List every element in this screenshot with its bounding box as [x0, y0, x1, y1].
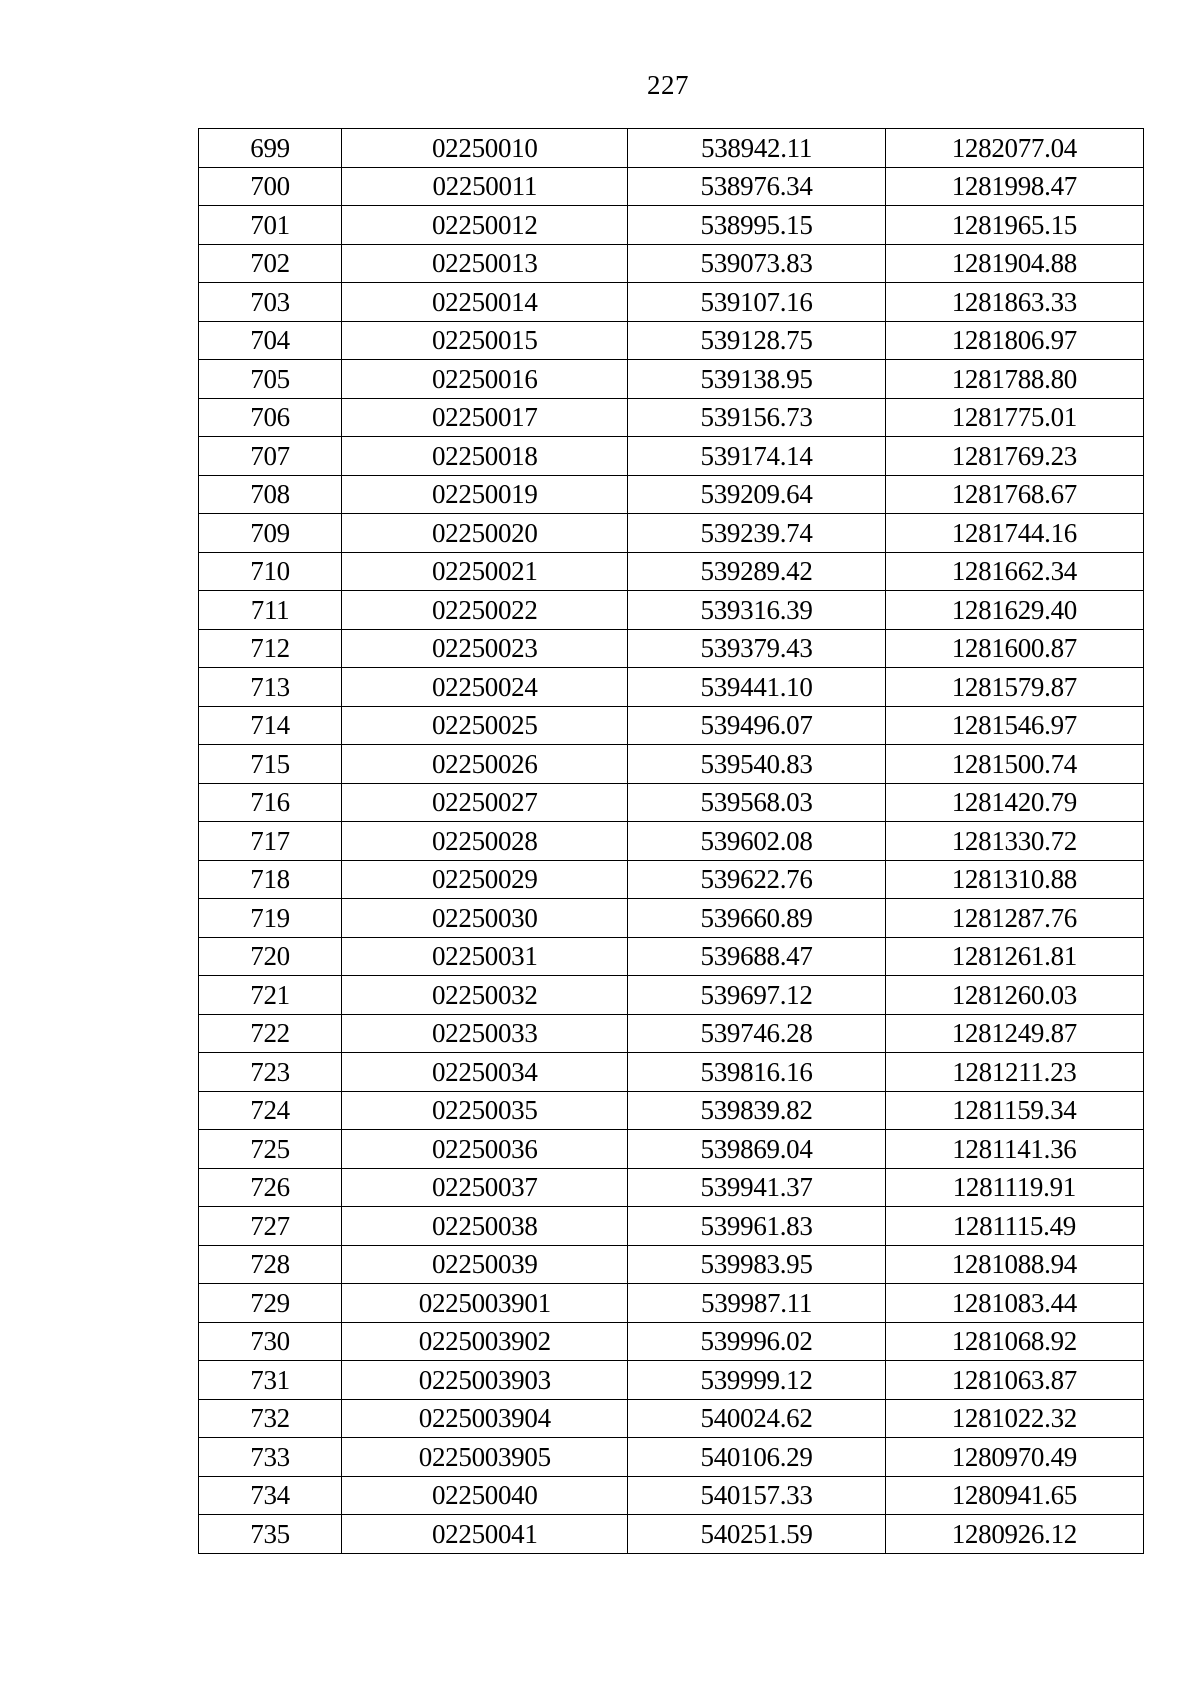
y-coordinate-cell: 1282077.04	[885, 129, 1143, 168]
table-row	[199, 244, 1144, 283]
table-row	[199, 360, 1144, 399]
point-number-cell: 725	[199, 1130, 342, 1169]
table-row	[199, 1014, 1144, 1053]
y-coordinate-cell: 1281159.34	[885, 1091, 1143, 1130]
point-number-cell: 706	[199, 398, 342, 437]
table-row	[199, 514, 1144, 553]
table-row	[199, 1322, 1144, 1361]
point-code-cell: 02250014	[342, 283, 628, 322]
x-coordinate-cell: 539697.12	[628, 976, 885, 1015]
x-coordinate-cell: 539239.74	[628, 514, 885, 553]
table-row	[199, 321, 1144, 360]
y-coordinate-cell: 1281629.40	[885, 591, 1143, 630]
point-code-cell: 02250010	[342, 129, 628, 168]
point-number-cell: 701	[199, 206, 342, 245]
y-coordinate-cell: 1281662.34	[885, 552, 1143, 591]
y-coordinate-cell: 1281500.74	[885, 745, 1143, 784]
x-coordinate-cell: 539999.12	[628, 1361, 885, 1400]
point-code-cell: 02250034	[342, 1053, 628, 1092]
point-code-cell: 02250024	[342, 668, 628, 707]
x-coordinate-cell: 538942.11	[628, 129, 885, 168]
x-coordinate-cell: 539746.28	[628, 1014, 885, 1053]
table-row	[199, 206, 1144, 245]
table-row	[199, 1130, 1144, 1169]
point-code-cell: 0225003902	[342, 1322, 628, 1361]
y-coordinate-cell: 1281260.03	[885, 976, 1143, 1015]
table-row	[199, 668, 1144, 707]
x-coordinate-cell: 539540.83	[628, 745, 885, 784]
point-number-cell: 704	[199, 321, 342, 360]
point-number-cell: 720	[199, 937, 342, 976]
x-coordinate-cell: 539316.39	[628, 591, 885, 630]
x-coordinate-cell: 539961.83	[628, 1207, 885, 1246]
x-coordinate-cell: 539622.76	[628, 860, 885, 899]
table-row	[199, 1476, 1144, 1515]
point-code-cell: 02250033	[342, 1014, 628, 1053]
y-coordinate-cell: 1281141.36	[885, 1130, 1143, 1169]
point-number-cell: 714	[199, 706, 342, 745]
y-coordinate-cell: 1281579.87	[885, 668, 1143, 707]
table-row	[199, 437, 1144, 476]
y-coordinate-cell: 1281063.87	[885, 1361, 1143, 1400]
x-coordinate-cell: 539869.04	[628, 1130, 885, 1169]
point-number-cell: 705	[199, 360, 342, 399]
x-coordinate-cell: 538995.15	[628, 206, 885, 245]
table-row	[199, 1091, 1144, 1130]
x-coordinate-cell: 539660.89	[628, 899, 885, 938]
point-code-cell: 02250027	[342, 783, 628, 822]
y-coordinate-cell: 1280970.49	[885, 1438, 1143, 1477]
point-number-cell: 735	[199, 1515, 342, 1554]
x-coordinate-cell: 539379.43	[628, 629, 885, 668]
point-number-cell: 717	[199, 822, 342, 861]
point-code-cell: 02250025	[342, 706, 628, 745]
x-coordinate-cell: 540251.59	[628, 1515, 885, 1554]
point-code-cell: 02250039	[342, 1245, 628, 1284]
point-number-cell: 726	[199, 1168, 342, 1207]
x-coordinate-cell: 539073.83	[628, 244, 885, 283]
point-code-cell: 0225003905	[342, 1438, 628, 1477]
point-code-cell: 02250031	[342, 937, 628, 976]
y-coordinate-cell: 1280941.65	[885, 1476, 1143, 1515]
table-row	[199, 899, 1144, 938]
table-row	[199, 629, 1144, 668]
point-number-cell: 728	[199, 1245, 342, 1284]
point-number-cell: 732	[199, 1399, 342, 1438]
point-number-cell: 715	[199, 745, 342, 784]
y-coordinate-cell: 1281088.94	[885, 1245, 1143, 1284]
table-row	[199, 475, 1144, 514]
table-row	[199, 1245, 1144, 1284]
y-coordinate-cell: 1281083.44	[885, 1284, 1143, 1323]
point-code-cell: 02250016	[342, 360, 628, 399]
point-number-cell: 731	[199, 1361, 342, 1400]
table-row	[199, 1515, 1144, 1554]
table-row	[199, 1284, 1144, 1323]
y-coordinate-cell: 1281600.87	[885, 629, 1143, 668]
table-row	[199, 976, 1144, 1015]
x-coordinate-cell: 538976.34	[628, 167, 885, 206]
table-row	[199, 129, 1144, 168]
x-coordinate-cell: 540106.29	[628, 1438, 885, 1477]
table-row	[199, 745, 1144, 784]
point-code-cell: 02250021	[342, 552, 628, 591]
table-row	[199, 1168, 1144, 1207]
y-coordinate-cell: 1281863.33	[885, 283, 1143, 322]
table-row	[199, 706, 1144, 745]
point-code-cell: 02250013	[342, 244, 628, 283]
table-row	[199, 591, 1144, 630]
point-code-cell: 02250026	[342, 745, 628, 784]
point-code-cell: 0225003903	[342, 1361, 628, 1400]
x-coordinate-cell: 539987.11	[628, 1284, 885, 1323]
x-coordinate-cell: 539128.75	[628, 321, 885, 360]
point-number-cell: 718	[199, 860, 342, 899]
y-coordinate-cell: 1281744.16	[885, 514, 1143, 553]
y-coordinate-cell: 1281287.76	[885, 899, 1143, 938]
x-coordinate-cell: 539441.10	[628, 668, 885, 707]
point-code-cell: 02250012	[342, 206, 628, 245]
point-code-cell: 02250040	[342, 1476, 628, 1515]
point-code-cell: 02250038	[342, 1207, 628, 1246]
table-row	[199, 822, 1144, 861]
x-coordinate-cell: 539496.07	[628, 706, 885, 745]
point-number-cell: 709	[199, 514, 342, 553]
point-code-cell: 02250028	[342, 822, 628, 861]
point-number-cell: 710	[199, 552, 342, 591]
y-coordinate-cell: 1281998.47	[885, 167, 1143, 206]
point-code-cell: 02250018	[342, 437, 628, 476]
x-coordinate-cell: 539983.95	[628, 1245, 885, 1284]
x-coordinate-cell: 539138.95	[628, 360, 885, 399]
table-row	[199, 1399, 1144, 1438]
point-number-cell: 702	[199, 244, 342, 283]
point-code-cell: 02250041	[342, 1515, 628, 1554]
y-coordinate-cell: 1281546.97	[885, 706, 1143, 745]
table-row	[199, 937, 1144, 976]
point-code-cell: 0225003904	[342, 1399, 628, 1438]
point-number-cell: 699	[199, 129, 342, 168]
x-coordinate-cell: 539209.64	[628, 475, 885, 514]
point-number-cell: 733	[199, 1438, 342, 1477]
point-number-cell: 730	[199, 1322, 342, 1361]
point-code-cell: 02250029	[342, 860, 628, 899]
y-coordinate-cell: 1281249.87	[885, 1014, 1143, 1053]
x-coordinate-cell: 539688.47	[628, 937, 885, 976]
page-number: 227	[647, 70, 689, 100]
y-coordinate-cell: 1281115.49	[885, 1207, 1143, 1246]
x-coordinate-cell: 539602.08	[628, 822, 885, 861]
point-code-cell: 02250037	[342, 1168, 628, 1207]
y-coordinate-cell: 1281904.88	[885, 244, 1143, 283]
table-body	[199, 129, 1144, 1554]
point-number-cell: 716	[199, 783, 342, 822]
y-coordinate-cell: 1281022.32	[885, 1399, 1143, 1438]
x-coordinate-cell: 539107.16	[628, 283, 885, 322]
y-coordinate-cell: 1281330.72	[885, 822, 1143, 861]
point-code-cell: 02250032	[342, 976, 628, 1015]
point-number-cell: 729	[199, 1284, 342, 1323]
point-code-cell: 02250030	[342, 899, 628, 938]
point-number-cell: 707	[199, 437, 342, 476]
y-coordinate-cell: 1281310.88	[885, 860, 1143, 899]
table-row	[199, 167, 1144, 206]
y-coordinate-cell: 1281261.81	[885, 937, 1143, 976]
table-row	[199, 1207, 1144, 1246]
point-code-cell: 02250035	[342, 1091, 628, 1130]
point-number-cell: 727	[199, 1207, 342, 1246]
x-coordinate-cell: 539996.02	[628, 1322, 885, 1361]
y-coordinate-cell: 1281965.15	[885, 206, 1143, 245]
y-coordinate-cell: 1281068.92	[885, 1322, 1143, 1361]
x-coordinate-cell: 539816.16	[628, 1053, 885, 1092]
point-code-cell: 02250011	[342, 167, 628, 206]
point-number-cell: 734	[199, 1476, 342, 1515]
table-row	[199, 783, 1144, 822]
y-coordinate-cell: 1281775.01	[885, 398, 1143, 437]
point-number-cell: 724	[199, 1091, 342, 1130]
point-code-cell: 02250036	[342, 1130, 628, 1169]
y-coordinate-cell: 1281768.67	[885, 475, 1143, 514]
y-coordinate-cell: 1281769.23	[885, 437, 1143, 476]
point-number-cell: 721	[199, 976, 342, 1015]
point-number-cell: 703	[199, 283, 342, 322]
x-coordinate-cell: 539941.37	[628, 1168, 885, 1207]
point-number-cell: 722	[199, 1014, 342, 1053]
point-number-cell: 708	[199, 475, 342, 514]
point-code-cell: 02250022	[342, 591, 628, 630]
y-coordinate-cell: 1281788.80	[885, 360, 1143, 399]
y-coordinate-cell: 1281211.23	[885, 1053, 1143, 1092]
y-coordinate-cell: 1281420.79	[885, 783, 1143, 822]
table-row	[199, 1438, 1144, 1477]
x-coordinate-cell: 539289.42	[628, 552, 885, 591]
point-number-cell: 719	[199, 899, 342, 938]
point-code-cell: 02250020	[342, 514, 628, 553]
point-code-cell: 02250017	[342, 398, 628, 437]
point-code-cell: 0225003901	[342, 1284, 628, 1323]
table-row	[199, 860, 1144, 899]
point-number-cell: 711	[199, 591, 342, 630]
point-code-cell: 02250019	[342, 475, 628, 514]
x-coordinate-cell: 539174.14	[628, 437, 885, 476]
point-code-cell: 02250015	[342, 321, 628, 360]
x-coordinate-cell: 539568.03	[628, 783, 885, 822]
x-coordinate-cell: 540024.62	[628, 1399, 885, 1438]
table-row	[199, 552, 1144, 591]
y-coordinate-cell: 1281806.97	[885, 321, 1143, 360]
table-row	[199, 283, 1144, 322]
y-coordinate-cell: 1280926.12	[885, 1515, 1143, 1554]
x-coordinate-cell: 539839.82	[628, 1091, 885, 1130]
coordinates-table	[198, 128, 1144, 1554]
point-number-cell: 713	[199, 668, 342, 707]
point-code-cell: 02250023	[342, 629, 628, 668]
x-coordinate-cell: 539156.73	[628, 398, 885, 437]
point-number-cell: 723	[199, 1053, 342, 1092]
table-row	[199, 1053, 1144, 1092]
point-number-cell: 712	[199, 629, 342, 668]
point-number-cell: 700	[199, 167, 342, 206]
table-row	[199, 398, 1144, 437]
x-coordinate-cell: 540157.33	[628, 1476, 885, 1515]
y-coordinate-cell: 1281119.91	[885, 1168, 1143, 1207]
table-row	[199, 1361, 1144, 1400]
